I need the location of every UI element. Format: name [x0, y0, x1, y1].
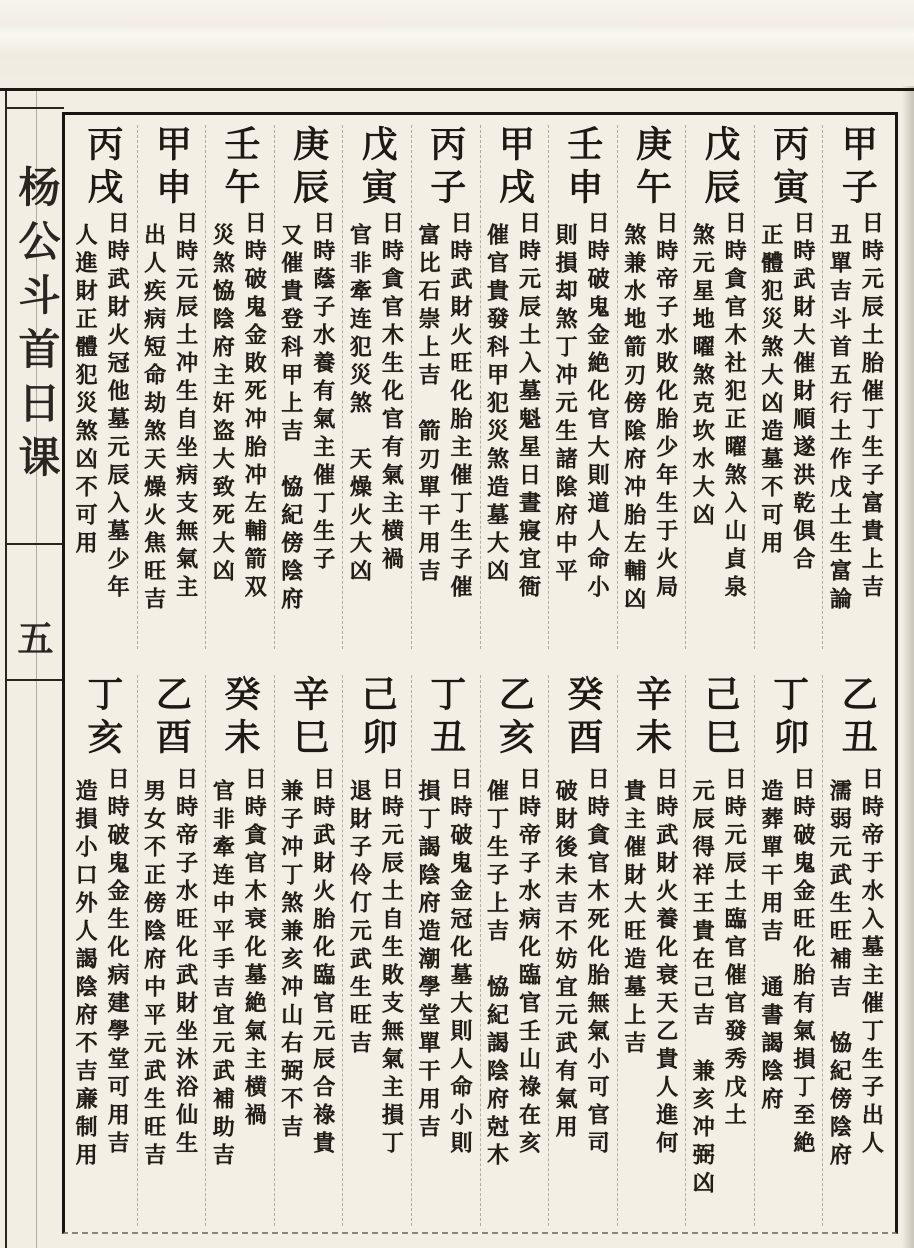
day-title: 丁亥 — [81, 675, 124, 761]
day-text — [412, 767, 477, 1224]
day-title: 甲申 — [150, 125, 193, 211]
day-title: 丙戌 — [81, 125, 124, 211]
day-column-renwu — [205, 125, 274, 649]
text-line-left: 元辰得祥王貴在己吉 兼亥冲弼凶 — [689, 779, 716, 1199]
day-column-bingzi — [411, 125, 480, 649]
text-line-right: 日時元辰土胎催丁生子富貴上吉 — [858, 211, 885, 603]
text-line-right: 日時帝子水敗化胎少年生于火局 — [652, 211, 679, 603]
text-line-right: 日時帝子水旺化武財坐沐浴仙生 — [172, 767, 199, 1159]
day-column-gengchen — [274, 125, 343, 649]
text-line-right: 日時武財火冠他墓元辰入墓少年 — [104, 211, 131, 603]
day-title: 丁丑 — [424, 675, 467, 761]
day-column-renshen — [548, 125, 617, 649]
day-text — [343, 211, 408, 647]
day-text — [275, 767, 340, 1224]
text-line-left: 男女不正傍陰府中平元武生旺吉 — [140, 779, 167, 1171]
day-text — [618, 211, 683, 647]
day-text — [755, 767, 820, 1224]
day-title: 癸未 — [219, 675, 261, 761]
day-column-yiyou — [137, 675, 206, 1226]
day-title: 辛巳 — [287, 675, 330, 761]
text-line-left: 出人疾病短命劫煞天燥火焦旺吉 — [140, 223, 167, 615]
day-title: 己巳 — [699, 675, 742, 761]
text-line-right: 日時武財大催財順遂洪乾俱合 — [789, 211, 816, 575]
day-column-yichou — [822, 675, 891, 1226]
day-text — [275, 211, 340, 647]
text-line-left: 正體犯災煞大凶造墓不可用 — [757, 223, 784, 559]
day-column-yihai — [480, 675, 549, 1226]
lower-band — [69, 675, 891, 1226]
day-column-jiazi — [822, 125, 891, 649]
book-title: 杨公斗首日课 — [12, 165, 62, 489]
day-text — [686, 767, 751, 1224]
upper-band — [69, 125, 891, 649]
day-title: 庚午 — [630, 125, 673, 211]
day-text — [549, 767, 614, 1224]
day-title: 乙酉 — [150, 675, 193, 761]
margin-rule-mid — [7, 543, 64, 545]
day-title: 丁卯 — [767, 675, 810, 761]
day-text — [69, 211, 134, 647]
text-line-left: 煞兼水地箭刃傍隂府冲胎左輔凶 — [620, 223, 647, 615]
day-column-jiaxu — [480, 125, 549, 649]
text-line-right: 日時貪官木生化官有氣主横禍 — [378, 211, 405, 575]
text-line-left: 貴主催財大旺造墓上吉 — [620, 779, 647, 1059]
text-line-right: 日時貪官木死化胎無氣小可官司 — [584, 767, 611, 1159]
text-line-left: 人進財正體犯災煞凶不可用 — [72, 223, 99, 559]
text-line-right: 日時破鬼金旺化胎有氣損丁至絶 — [789, 767, 816, 1159]
page-number: 五 — [17, 618, 54, 660]
day-column-jisi — [685, 675, 754, 1226]
day-text — [755, 211, 820, 647]
day-text — [343, 767, 408, 1224]
day-column-guiyou — [548, 675, 617, 1226]
day-title: 戊辰 — [699, 125, 742, 211]
day-title: 乙亥 — [493, 675, 536, 761]
page-right-shadow — [902, 86, 914, 1248]
day-text — [138, 211, 203, 647]
day-column-dingchou — [411, 675, 480, 1226]
day-text — [69, 767, 134, 1224]
day-text — [206, 767, 271, 1224]
day-text — [823, 767, 888, 1224]
day-column-jimao — [342, 675, 411, 1226]
day-title: 己卯 — [356, 675, 399, 761]
day-column-gengwu — [617, 125, 686, 649]
day-title: 丙寅 — [767, 125, 810, 211]
text-line-right: 日時元辰土入墓魁星日晝寢宜衙 — [515, 211, 542, 603]
text-line-left: 災煞恊陰府主奸盗大致死大凶 — [209, 223, 236, 587]
text-line-left: 煞元星地曜煞克坎水大凶 — [689, 223, 716, 531]
text-line-right: 日時元辰土冲生自坐病支無氣主 — [172, 211, 199, 603]
day-title: 癸酉 — [561, 675, 604, 761]
day-text — [823, 211, 888, 647]
day-text — [686, 211, 751, 647]
text-line-left: 則損却煞丁冲元生諸隂府中平 — [552, 223, 579, 587]
content-frame — [62, 112, 898, 1234]
text-line-right: 日時破鬼金敗死冲胎冲左輔箭双 — [241, 211, 268, 603]
top-border-line — [0, 88, 914, 91]
text-line-right: 日時帝子水病化臨官壬山祿在亥 — [515, 767, 542, 1159]
day-text — [618, 767, 683, 1224]
text-line-left: 造葬單干用吉 通書謁陰府 — [757, 779, 784, 1115]
day-text — [206, 211, 271, 647]
day-text — [481, 211, 546, 647]
text-line-left: 損丁謁陰府造潮學堂單干用吉 — [414, 779, 441, 1143]
text-line-left: 兼子冲丁煞兼亥冲山右弼不吉 — [277, 779, 304, 1143]
text-line-right: 日時武財火胎化臨官元辰合祿貴 — [309, 767, 336, 1159]
day-title: 辛未 — [630, 675, 673, 761]
day-column-bingyin — [754, 125, 823, 649]
text-line-right: 日時武財火旺化胎主催丁生子催 — [446, 211, 473, 603]
day-column-guiwei — [205, 675, 274, 1226]
text-line-left: 催官貴發科甲犯災煞造墓大凶 — [483, 223, 510, 587]
day-text — [138, 767, 203, 1224]
text-line-right: 日時貪官木社犯正曜煞入山貞泉 — [721, 211, 748, 603]
text-line-left: 破財後未吉不妨宜元武有氣用 — [552, 779, 579, 1143]
text-line-right: 日時帝于水入墓主催丁生子出人 — [858, 767, 885, 1159]
day-column-dingmao — [754, 675, 823, 1226]
text-line-left: 官非牽连犯災煞 天燥火大凶 — [346, 223, 373, 587]
day-title: 壬午 — [219, 125, 261, 211]
day-text — [412, 211, 477, 647]
day-column-jiashen — [137, 125, 206, 649]
text-line-right: 日時貪官木衰化墓絶氣主横禍 — [241, 767, 268, 1131]
day-title: 壬申 — [561, 125, 604, 211]
text-line-left: 丑單吉斗首五行土作戊土生富論 — [826, 223, 853, 615]
day-column-bingxu — [69, 125, 137, 649]
text-line-left: 退財子伶仃元武生旺吉 — [346, 779, 373, 1059]
margin-rule-top — [7, 107, 64, 109]
text-line-left: 富比石崇上吉 箭刃單干用吉 — [414, 223, 441, 587]
day-text — [481, 767, 546, 1224]
text-line-left: 官非牽连中平手吉宜元武補助吉 — [209, 779, 236, 1171]
day-title: 甲戌 — [493, 125, 536, 211]
day-column-wuchen — [685, 125, 754, 649]
text-line-right: 日時破鬼金絶化官大則道人命小 — [584, 211, 611, 603]
text-line-right: 日時破鬼金生化病建學堂可用吉 — [104, 767, 131, 1159]
day-title: 庚辰 — [287, 125, 330, 211]
day-column-dinghai — [69, 675, 137, 1226]
day-column-wuyin — [342, 125, 411, 649]
day-title: 甲子 — [836, 125, 879, 211]
day-text — [549, 211, 614, 647]
day-title: 乙丑 — [836, 675, 879, 761]
text-line-left: 造損小口外人謁陰府不吉亷制用 — [72, 779, 99, 1171]
day-title: 戊寅 — [356, 125, 399, 211]
text-line-right: 日時元辰土臨官催官發秀戊土 — [721, 767, 748, 1131]
day-column-xinwei — [617, 675, 686, 1226]
margin-rule-bottom — [7, 679, 64, 681]
text-line-left: 又催貴登科甲上吉 恊紀傍陰府 — [277, 223, 304, 615]
page-top-blank — [0, 0, 914, 88]
left-margin — [5, 91, 64, 1248]
text-line-right: 日時破鬼金冠化墓大則人命小則 — [446, 767, 473, 1159]
day-title: 丙子 — [424, 125, 467, 211]
text-line-left: 催丁生子上吉 恊紀謁陰府尅木 — [483, 779, 510, 1171]
text-line-right: 日時元辰土自生敗支無氣主損丁 — [378, 767, 405, 1159]
day-column-xinsi — [274, 675, 343, 1226]
text-line-left: 濡弱元武生旺補吉 恊紀傍陰府 — [826, 779, 853, 1171]
text-line-right: 日時武財火養化衰天乙貴人進何 — [652, 767, 679, 1159]
text-line-right: 日時蔭子水養有氣主催丁生子 — [309, 211, 336, 575]
